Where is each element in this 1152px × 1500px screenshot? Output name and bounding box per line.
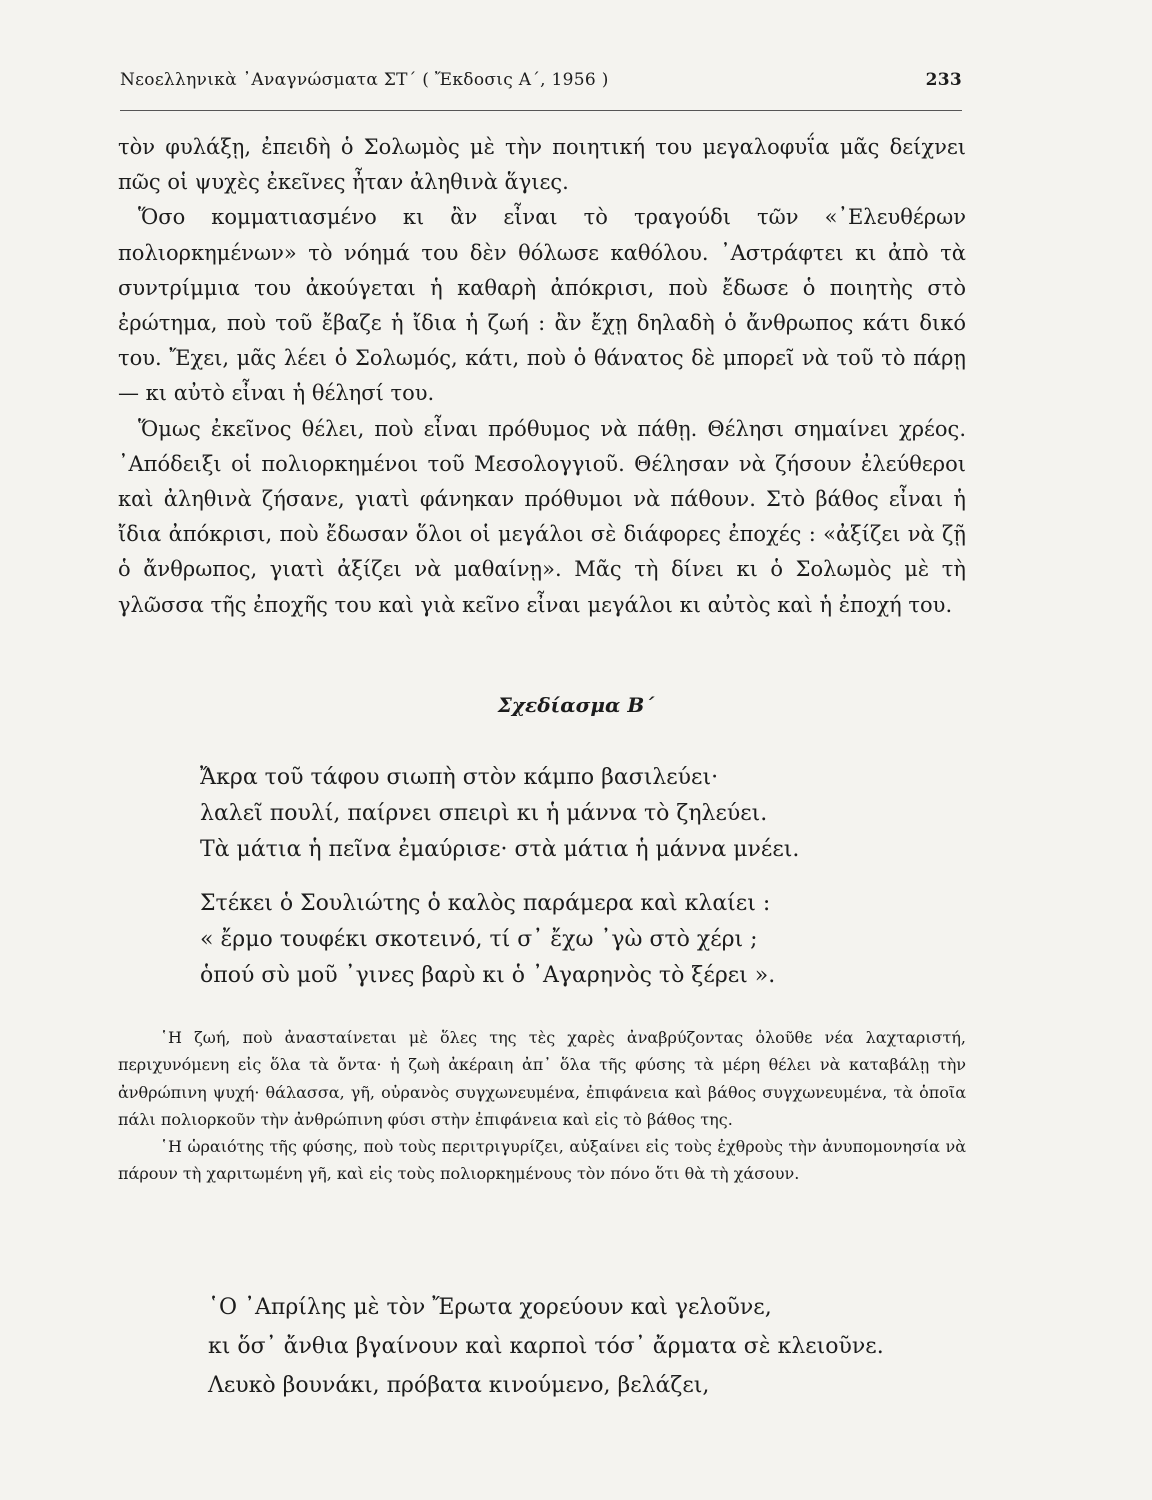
verse-line: κι ὅσ᾿ ἄνθια βγαίνουν καὶ καρποὶ τόσ᾿ ἄρματα σὲ κλειοῦνε. [208,1334,884,1359]
note-paragraph-2: ῾Η ὡραιότης τῆς φύσης, ποὺ τοὺς περιτριγυρίζει, αὐξαίνει εἰς τοὺς ἐχθροὺς τὴν ἀνυπομονησία νὰ πάρουν τὴ χαριτωμένη γῆ, καὶ εἰς τοὺς πολιορκημένους τὸν πόνο ὅτι θὰ τὴ χάσουν. [118,1137,966,1184]
poem-stanza-1 [200,760,799,868]
running-head [120,70,962,90]
verse-line: λαλεῖ πουλί, παίρνει σπειρὶ κι ἡ μάννα τὸ ζηλεύει. [200,801,768,826]
running-head-title: Νεοελληνικὰ ᾿Αναγνώσματα ΣΤ´ ( Ἔκδοσις Α´, 1956 ) [120,70,609,90]
verse-line: ῾Ο ᾿Απρίλης μὲ τὸν Ἔρωτα χορεύουν καὶ γελοῦνε, [208,1295,772,1320]
commentary-text [118,130,966,623]
commentary-paragraph-2: Ὅσο κομματιασμένο κι ἂν εἶναι τὸ τραγούδι τῶν «᾿Ελευθέρων πολιορκημένων» τὸ νόημά του δὲν θόλωσε καθόλου. ᾿Αστράφτει κι ἀπὸ τὰ συντρίμμια του ἀκούγεται ἡ καθαρὴ ἀπόκρισι, ποὺ ἔδωσε ὁ ποιητὴς στὸ ἐρώτημα, ποὺ τοῦ ἔβαζε ἡ ἴδια ἡ ζωή : ἂν ἔχῃ δηλαδὴ ὁ ἄνθρωπος κάτι δικό του. Ἔχει, μᾶς λέει ὁ Σολωμός, κάτι, ποὺ ὁ θάνατος δὲ μπορεῖ νὰ τοῦ τὸ πάρῃ — κι αὐτὸ εἶναι ἡ θέλησί του. [118,205,966,406]
verse-line: « ἔρμο τουφέκι σκοτεινό, τί σ᾿ ἔχω ᾿γὼ στὸ χέρι ; [200,927,758,952]
commentary-paragraph-1: τὸν φυλάξῃ, ἐπειδὴ ὁ Σολωμὸς μὲ τὴν ποιητική του μεγαλοφυΐα μᾶς δείχνει πῶς οἱ ψυχὲς ἐκεῖνες ἦταν ἀληθινὰ ἅγιες. [118,135,966,195]
verse-line: Στέκει ὁ Σουλιώτης ὁ καλὸς παράμερα καὶ κλαίει : [200,891,771,916]
section-heading: Σχεδίασμα Β´ [497,693,655,717]
commentary-paragraph-3: Ὅμως ἐκεῖνος θέλει, ποὺ εἶναι πρόθυμος νὰ πάθῃ. Θέλησι σημαίνει χρέος. ᾿Απόδειξι οἱ πολιορκημένοι τοῦ Μεσολογγιοῦ. Θέλησαν νὰ ζήσουν ἐλεύθεροι καὶ ἀληθινὰ ζήσανε, γιατὶ φάνηκαν πρόθυμοι νὰ πάθουν. Στὸ βάθος εἶναι ἡ ἴδια ἀπόκρισι, ποὺ ἔδωσαν ὅλοι οἱ μεγάλοι σὲ διάφορες ἐποχές : «ἀξίζει νὰ ζῇ ὁ ἄνθρωπος, γιατὶ ἀξίζει νὰ μαθαίνῃ». Μᾶς τὴ δίνει κι ὁ Σολωμὸς μὲ τὴ γλῶσσα τῆς ἐποχῆς του καὶ γιὰ κεῖνο εἶναι μεγάλοι κι αὐτὸς καὶ ἡ ἐποχή του. [118,416,966,617]
header-rule [120,110,962,111]
poem-stanza-3 [208,1288,884,1405]
verse-line: ὁπού σὺ μοῦ ᾿γινες βαρὺ κι ὁ ᾿Αγαρηνὸς τὸ ξέρει ». [200,963,776,988]
prose-note [118,1024,966,1188]
note-paragraph-1: ῾Η ζωή, ποὺ ἀνασταίνεται μὲ ὅλες της τὲς χαρὲς ἀναβρύζοντας ὁλοῦθε νέα λαχταριστή, περιχυνόμενη εἰς ὅλα τὰ ὄντα· ἡ ζωὴ ἀκέραιη ἀπ᾿ ὅλα τῆς φύσης τὰ μέρη θέλει νὰ καταβάλῃ τὴν ἀνθρώπινη ψυχή· θάλασσα, γῆ, οὐρανὸς συγχωνευμένα, ἐπιφάνεια καὶ βάθος συγχωνευμένα, τὰ ὁποῖα πάλι πολιορκοῦν τὴν ἀνθρώπινη φύσι στὴν ἐπιφάνεια καὶ εἰς τὸ βάθος της. [118,1028,966,1129]
verse-line: Λευκὸ βουνάκι, πρόβατα κινούμενο, βελάζει, [208,1373,710,1398]
verse-line: Τὰ μάτια ἡ πεῖνα ἐμαύρισε· στὰ μάτια ἡ μάννα μνέει. [200,837,800,862]
poem-stanza-2 [200,886,775,994]
page-number: 233 [925,70,962,90]
verse-line: Ἄκρα τοῦ τάφου σιωπὴ στὸν κάμπο βασιλεύει· [200,765,719,790]
